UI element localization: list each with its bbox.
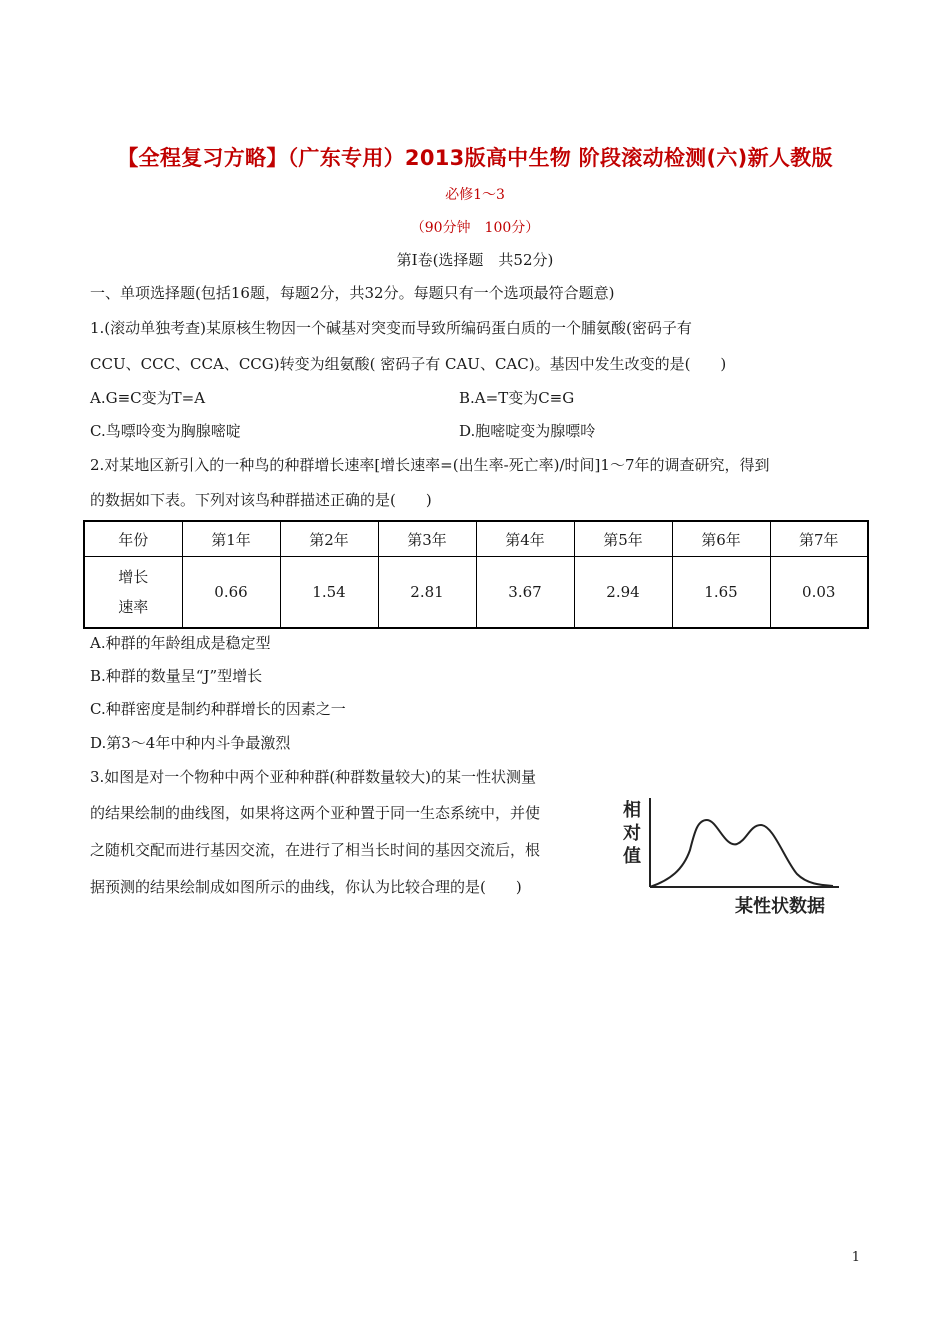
y-label-char: 值 (623, 846, 641, 867)
q3-curve-figure (615, 790, 855, 925)
q2-option-b: B.种群的数量呈“J”型增长 (90, 667, 263, 685)
table-cell: 0.03 (770, 557, 868, 629)
q3-stem-line1: 3.如图是对一个物种中两个亚种种群(种群数量较大)的某一性状测量 (90, 768, 537, 786)
table-header-cell: 第3年 (378, 521, 476, 557)
q1-option-a: A.G≡C变为T=A (90, 389, 206, 407)
table-header-cell: 第1年 (182, 521, 280, 557)
table-header-row (84, 521, 868, 557)
table-header-cell: 第4年 (476, 521, 574, 557)
q2-option-a: A.种群的年龄组成是稳定型 (90, 634, 271, 652)
table-row (84, 557, 868, 629)
row-label-line2: 速率 (118, 598, 149, 616)
document-title: 【全程复习方略】（广东专用）2013版高中生物 阶段滚动检测(六)新人教版 (117, 146, 833, 170)
table-cell: 1.54 (280, 557, 378, 629)
measurement-curve (650, 820, 833, 887)
table-header-cell: 第7年 (770, 521, 868, 557)
q1-stem-line1: 1.(滚动单独考查)某原核生物因一个碱基对突变而导致所编码蛋白质的一个脯氨酸(密码子有 (90, 319, 692, 337)
table-header-cell: 第5年 (574, 521, 672, 557)
table-cell: 3.67 (476, 557, 574, 629)
volume-title: 第Ⅰ卷(选择题 共52分) (396, 251, 554, 269)
q1-option-d: D.胞嘧啶变为腺嘌呤 (459, 422, 596, 440)
y-label-char: 相 (623, 800, 641, 821)
document-subtitle: 必修1～3 (445, 187, 505, 203)
q2-stem-line2: 的数据如下表。下列对该鸟种群描述正确的是( ) (90, 491, 432, 509)
page-number: 1 (851, 1250, 860, 1265)
exam-duration: （90分钟 100分） (410, 220, 540, 236)
table-header-cell: 年份 (84, 521, 182, 557)
x-axis-label: 某性状数据 (735, 896, 825, 917)
q3-stem-line4: 据预测的结果绘制成如图所示的曲线，你认为比较合理的是( ) (90, 878, 522, 896)
row-label-line1: 增长 (118, 568, 149, 586)
q2-option-c: C.种群密度是制约种群增长的因素之一 (90, 700, 346, 718)
table-header-cell: 第2年 (280, 521, 378, 557)
growth-rate-table (83, 520, 869, 629)
table-cell: 0.66 (182, 557, 280, 629)
table-row-label (84, 557, 182, 629)
q3-stem-line2: 的结果绘制的曲线图，如果将这两个亚种置于同一生态系统中，并使 (90, 804, 541, 822)
table-cell: 2.81 (378, 557, 476, 629)
table-header-cell: 第6年 (672, 521, 770, 557)
q1-option-b: B.A=T变为C≡G (459, 389, 575, 407)
y-label-char: 对 (623, 823, 641, 844)
q2-stem-line1: 2.对某地区新引入的一种鸟的种群增长速率[增长速率=(出生率-死亡率)/时间]1～7年的调查研究，得到 (90, 456, 770, 474)
q3-stem-line3: 之随机交配而进行基因交流，在进行了相当长时间的基因交流后，根 (90, 841, 541, 859)
section-title: 一、单项选择题(包括16题，每题2分，共32分。每题只有一个选项最符合题意) (90, 284, 615, 302)
q2-option-d: D.第3～4年中种内斗争最激烈 (90, 734, 291, 752)
q1-option-c: C.鸟嘌呤变为胸腺嘧啶 (90, 422, 241, 440)
table-cell: 2.94 (574, 557, 672, 629)
q1-stem-line2: CCU、CCC、CCA、CCG)转变为组氨酸( 密码子有 CAU、CAC)。基因中发生改变的是( ) (90, 355, 727, 373)
table-cell: 1.65 (672, 557, 770, 629)
